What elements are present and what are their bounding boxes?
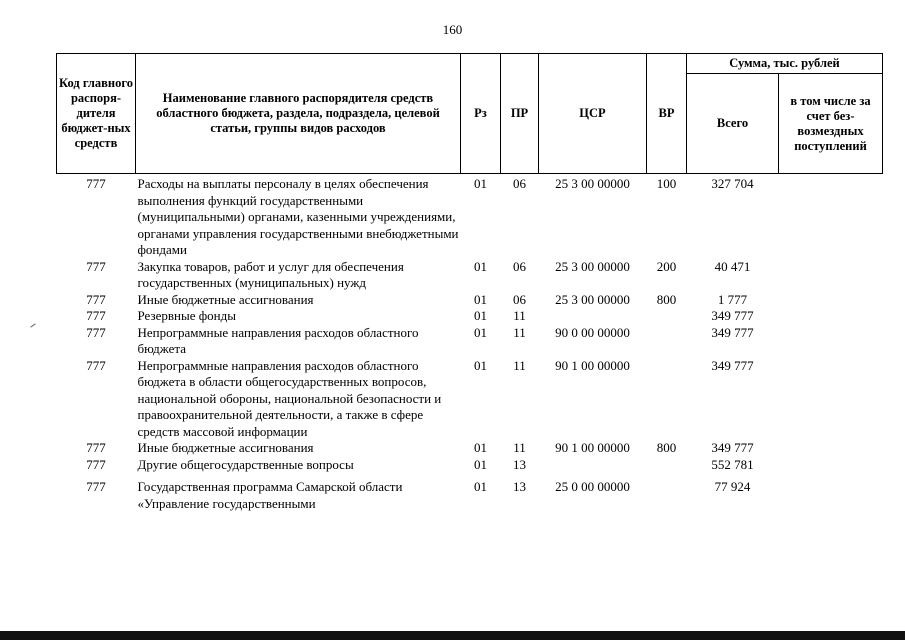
cell-csr [539, 457, 647, 474]
cell-incl [779, 325, 883, 358]
bottom-border-bar [0, 631, 905, 640]
cell-kod: 777 [86, 357, 106, 373]
cell-kod: 777 [86, 440, 106, 455]
cell-kod: 777 [86, 291, 106, 307]
cell-total: 349 777 [711, 440, 754, 455]
cell-pr: 11 [513, 357, 526, 373]
cell-vr [647, 308, 687, 325]
cell-incl [779, 292, 883, 309]
table-row [57, 473, 883, 512]
cell-total: 349 777 [711, 308, 754, 323]
header-vr: ВР [647, 54, 687, 174]
cell-csr: 25 0 00 00000 [555, 479, 630, 494]
cell-rz: 01 [474, 176, 487, 191]
cell-pr: 11 [513, 440, 526, 455]
header-pr: ПР [501, 54, 539, 174]
cell-incl [779, 440, 883, 457]
cell-total: 349 777 [711, 357, 754, 373]
budget-table [56, 53, 883, 512]
cell-rz: 01 [474, 456, 487, 472]
header-csr: ЦСР [539, 54, 647, 174]
cell-kod: 777 [86, 176, 106, 191]
header-including: в том числе за счет без-возмездных поступлений [779, 74, 883, 174]
cell-rz: 01 [474, 440, 487, 455]
cell-incl [779, 174, 883, 259]
header-sum: Сумма, тыс. рублей [687, 54, 883, 74]
cell-incl [779, 358, 883, 441]
table-row [57, 325, 883, 358]
header-total: Всего [687, 74, 779, 174]
cell-name: Расходы на выплаты персоналу в целях обеспечения выполнения функций государственными (муниципальными) органами, казенными учреждениями, органами управления государственными внебюджетными фондами [137, 176, 459, 257]
cell-total: 552 781 [711, 456, 754, 472]
header-name: Наименование главного распорядителя средств областного бюджета, раздела, подраздела, целевой статьи, группы видов расходов [136, 54, 461, 174]
cell-pr: 11 [513, 308, 526, 323]
cell-csr: 90 1 00 00000 [555, 357, 630, 373]
cell-name: Другие общегосударственные вопросы [137, 456, 354, 472]
cell-incl [779, 473, 883, 512]
cell-total: 1 777 [717, 291, 748, 307]
header-rz: Рз [461, 54, 501, 174]
cell-kod: 777 [86, 479, 106, 494]
cell-name: Непрограммные направления расходов областного бюджета в области общегосударственных вопросов, национальной обороны, национальной безопасности и правоохранительной деятельности, а также в сфере средств массовой информации [137, 357, 442, 439]
cell-total: 77 924 [714, 479, 751, 494]
cell-vr: 800 [656, 440, 677, 455]
cell-rz: 01 [474, 291, 487, 307]
table-body [57, 174, 883, 513]
cell-name: Иные бюджетные ассигнования [137, 440, 314, 455]
cell-vr: 800 [656, 291, 677, 307]
cell-rz: 01 [474, 479, 487, 494]
table-row [57, 174, 883, 259]
cell-kod: 777 [86, 308, 106, 323]
cell-name: Государственная программа Самарской области «Управление государственными [137, 479, 403, 511]
cell-vr: 100 [656, 176, 677, 191]
cell-pr: 06 [513, 176, 526, 191]
cell-name: Резервные фонды [137, 308, 236, 323]
cell-pr: 11 [513, 324, 526, 340]
table-row [57, 358, 883, 441]
cell-rz: 01 [474, 357, 487, 373]
cell-pr: 13 [513, 456, 526, 472]
cell-pr: 13 [513, 479, 526, 494]
cell-incl [779, 308, 883, 325]
cell-csr: 25 3 00 00000 [555, 176, 630, 191]
cell-vr: 200 [656, 258, 677, 274]
header-kod: Код главного распоря-дителя бюджет-ных средств [57, 54, 136, 174]
cell-rz: 01 [474, 324, 487, 340]
cell-rz: 01 [474, 258, 487, 274]
table-row [57, 457, 883, 474]
cell-kod: 777 [86, 324, 106, 340]
cell-name: Закупка товаров, работ и услуг для обеспечения государственных (муниципальных) нужд [137, 258, 404, 290]
scan-mark [30, 323, 35, 327]
table-row [57, 440, 883, 457]
cell-rz: 01 [474, 308, 487, 323]
cell-total: 40 471 [714, 258, 751, 274]
table-row [57, 259, 883, 292]
cell-total: 327 704 [711, 176, 754, 191]
cell-csr: 90 1 00 00000 [555, 440, 630, 455]
cell-kod: 777 [86, 456, 106, 472]
cell-incl [779, 259, 883, 292]
cell-pr: 06 [513, 258, 526, 274]
cell-csr: 25 3 00 00000 [555, 258, 630, 274]
cell-vr [647, 457, 687, 474]
cell-vr [647, 473, 687, 512]
cell-csr [539, 308, 647, 325]
cell-total: 349 777 [711, 324, 754, 340]
cell-vr [647, 325, 687, 358]
page-number: 160 [442, 22, 463, 37]
cell-name: Непрограммные направления расходов областного бюджета [137, 324, 419, 356]
cell-csr: 25 3 00 00000 [555, 291, 630, 307]
cell-vr [647, 358, 687, 441]
cell-pr: 06 [513, 291, 526, 307]
cell-name: Иные бюджетные ассигнования [137, 291, 314, 307]
table-row [57, 292, 883, 309]
table-row [57, 308, 883, 325]
cell-kod: 777 [86, 258, 106, 274]
cell-incl [779, 457, 883, 474]
cell-csr: 90 0 00 00000 [555, 324, 630, 340]
